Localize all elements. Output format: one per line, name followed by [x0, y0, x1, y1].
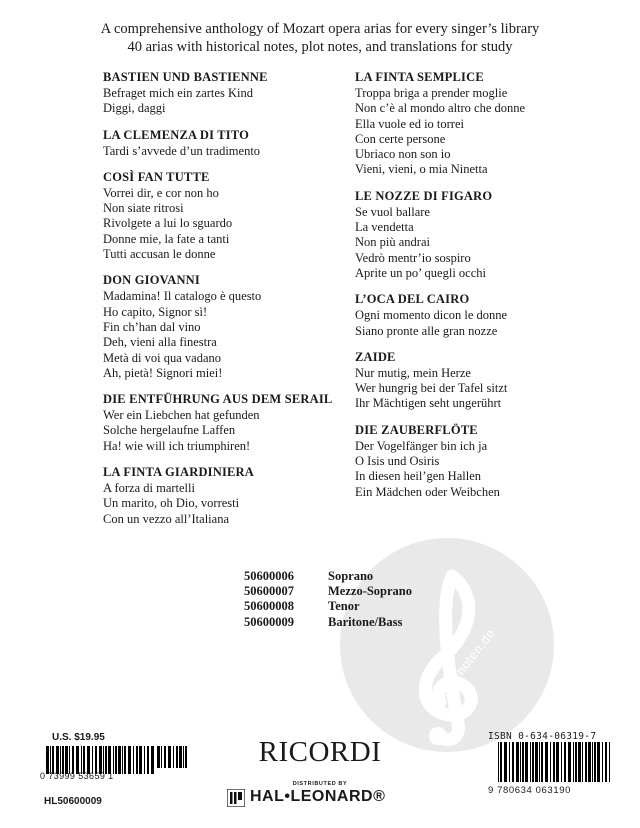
aria-title: Con certe persone [355, 131, 446, 146]
opera-title: L’OCA DEL CAIRO [355, 292, 470, 307]
aria-title: Fin ch’han dal vino [103, 319, 201, 334]
aria-title: Ein Mädchen oder Weibchen [355, 484, 500, 499]
opera-title: LA FINTA GIARDINIERA [103, 465, 255, 480]
voice-type: Soprano [328, 569, 374, 583]
aria-title: Rivolgete a lui lo sguardo [103, 216, 233, 231]
opera-block [103, 465, 343, 527]
aria-title: Vorrei dir, e cor non ho [103, 185, 219, 200]
aria-title: Ella vuole ed io torrei [355, 116, 464, 131]
ean-digits: 9 780634 063190 [488, 785, 571, 796]
voice-row [244, 584, 412, 599]
hal-leonard-logo-icon [227, 789, 245, 807]
aria-title: Vieni, vieni, o mia Ninetta [355, 162, 488, 177]
opera-title: LA FINTA SEMPLICE [355, 70, 484, 84]
voice-type: Baritone/Bass [328, 614, 403, 629]
aria-title: Tardi s’avvede d’un tradimento [103, 143, 261, 158]
aria-title: Tutti accusan le donne [103, 247, 216, 262]
voice-product-code: 50600006 [244, 569, 294, 583]
opera-block [103, 273, 343, 381]
aria-title: Vedrò mentr’io sospiro [355, 250, 471, 265]
aria-title: Madamina! Il catalogo è questo [103, 289, 262, 304]
isbn-label: ISBN 0-634-06319-7 [488, 731, 597, 742]
aria-title: Siano pronte alle gran nozze [355, 323, 498, 338]
opera-block [355, 423, 615, 500]
aria-title: Nur mutig, mein Herze [355, 365, 471, 380]
opera-list-left [103, 70, 343, 538]
aria-title: Der Vogelfänger bin ich ja [355, 438, 488, 453]
aria-title: O Isis und Osiris [355, 454, 440, 469]
opera-title: DIE ZAUBERFLÖTE [355, 422, 478, 437]
aria-title: Un marito, oh Dio, vorresti [103, 496, 240, 511]
opera-block [103, 128, 343, 159]
voice-edition-list [244, 569, 412, 630]
aria-title: Deh, vieni alla finestra [103, 335, 217, 350]
distributed-by-label: DISTRIBUTED BY [292, 781, 348, 787]
aria-title: Ho capito, Signor sì! [103, 304, 208, 319]
tagline-line-2: 40 arias with historical notes, plot notes, and translations for study [127, 39, 513, 55]
opera-block [355, 292, 615, 339]
voice-product-code: 50600008 [244, 599, 294, 614]
product-number: HL50600009 [44, 796, 102, 807]
voice-type: Mezzo-Soprano [328, 584, 413, 599]
aria-title: Non siate ritrosi [103, 201, 184, 216]
watermark-text: alle-noten.de [436, 625, 499, 700]
aria-title: Ihr Mächtigen seht ungerührt [355, 396, 502, 411]
aria-title: Ha! wie will ich triumphiren! [103, 438, 251, 453]
aria-title: Wer hungrig bei der Tafel sitzt [355, 381, 508, 396]
voice-product-code: 50600009 [244, 614, 294, 629]
aria-title: Non più andrai [355, 235, 430, 250]
upc-digits: 0 73999 53659 1 [40, 771, 114, 781]
opera-block [355, 189, 615, 281]
hal-leonard-wordmark: HAL•LEONARD® [250, 788, 386, 805]
voice-type: Tenor [328, 599, 360, 614]
aria-title: La vendetta [355, 220, 414, 235]
aria-title: Ubriaco non son io [355, 147, 451, 162]
voice-row [244, 569, 412, 584]
opera-block [355, 350, 615, 412]
voice-row [244, 599, 412, 614]
opera-title: LA CLEMENZA DI TITO [103, 127, 250, 142]
aria-title: Con un vezzo all’Italiana [103, 511, 229, 526]
voice-product-code: 50600007 [244, 584, 294, 599]
aria-title: A forza di martelli [103, 481, 195, 496]
header-tagline [0, 20, 640, 56]
opera-title: ZAIDE [355, 349, 396, 364]
opera-title: DIE ENTFÜHRUNG AUS DEM SERAIL [103, 392, 333, 407]
voice-row [244, 615, 412, 630]
price-label: U.S. $19.95 [52, 732, 105, 743]
aria-title: Aprite un po’ quegli occhi [355, 265, 486, 280]
aria-title: Se vuol ballare [355, 204, 430, 219]
opera-block [103, 70, 343, 117]
opera-title: COSÌ FAN TUTTE [103, 169, 210, 184]
opera-list-right [355, 70, 615, 511]
aria-title: Donne mie, la fate a tanti [103, 231, 230, 246]
aria-title: Ogni momento dicon le donne [355, 308, 508, 323]
ricordi-logo: RICORDI [258, 736, 382, 768]
aria-title: Non c’è al mondo altro che donne [355, 101, 526, 116]
aria-title: Solche hergelaufne Laffen [103, 423, 236, 438]
aria-title: Metà di voi qua vadano [103, 350, 222, 365]
aria-title: Troppa briga a prender moglie [355, 86, 508, 100]
aria-title: Ah, pietà! Signori miei! [103, 365, 223, 380]
aria-title: In diesen heil’gen Hallen [355, 469, 481, 484]
aria-title: Diggi, daggi [103, 101, 166, 116]
opera-title: DON GIOVANNI [103, 273, 200, 288]
aria-title: Wer ein Liebchen hat gefunden [103, 408, 260, 423]
opera-block [355, 70, 615, 178]
opera-block [103, 170, 343, 262]
opera-title: LE NOZZE DI FIGARO [355, 188, 493, 203]
tagline-line-1: A comprehensive anthology of Mozart opera arias for every singer’s library [100, 21, 540, 37]
opera-block [103, 392, 343, 454]
aria-title: Befraget mich ein zartes Kind [103, 86, 253, 100]
opera-title: BASTIEN UND BASTIENNE [103, 70, 268, 84]
